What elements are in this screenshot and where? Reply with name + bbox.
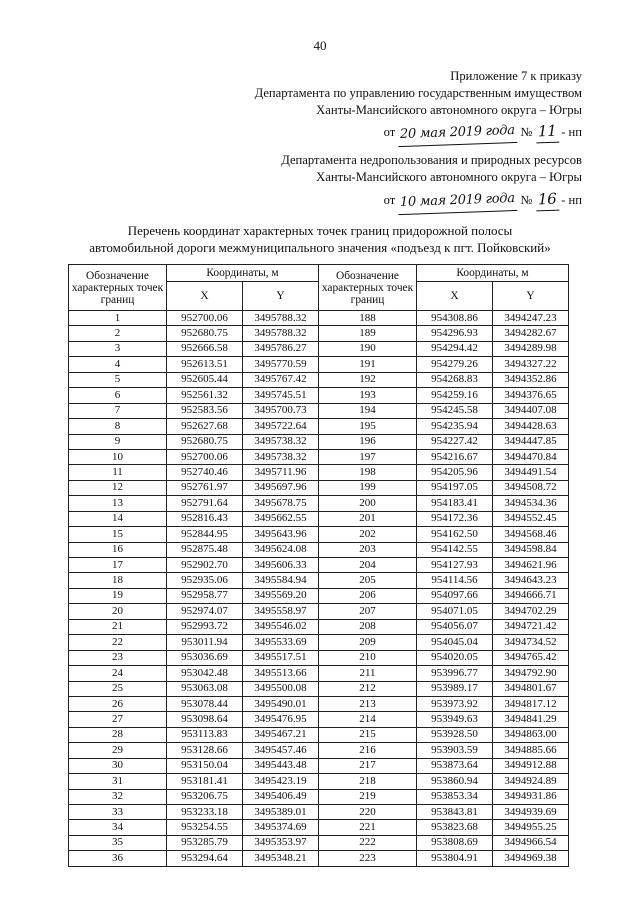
cell-y-right: 3494792.90 (493, 666, 569, 681)
table-row (69, 419, 569, 434)
cell-point-left: 13 (69, 496, 167, 511)
header-coords-right: Координаты, м (417, 265, 569, 282)
table-row (69, 774, 569, 789)
cell-x-right: 954045.04 (417, 635, 493, 650)
cell-x-left: 952561.32 (167, 388, 243, 403)
cell-point-right: 215 (319, 727, 417, 742)
cell-y-left: 3495546.02 (243, 619, 319, 634)
cell-point-right: 197 (319, 449, 417, 464)
cell-y-left: 3495700.73 (243, 403, 319, 418)
cell-y-left: 3495500.08 (243, 681, 319, 696)
cell-point-left: 16 (69, 542, 167, 557)
cell-x-left: 953113.83 (167, 727, 243, 742)
cell-point-left: 27 (69, 712, 167, 727)
cell-x-left: 952613.51 (167, 357, 243, 372)
cell-y-right: 3494327.22 (493, 357, 569, 372)
title-line-1: Перечень координат характерных точек границ придорожной полосы (127, 223, 513, 238)
cell-point-right: 212 (319, 681, 417, 696)
approval-signature-line-2 (182, 188, 582, 210)
cell-point-right: 202 (319, 527, 417, 542)
title-line-2: автомобильной дороги межмуниципального значения «подъезд к пгт. Пойковский» (89, 240, 551, 255)
cell-x-right: 954162.50 (417, 527, 493, 542)
cell-point-right: 203 (319, 542, 417, 557)
approval-line-3: Ханты-Мансийского автономного округа – Югры (316, 102, 582, 117)
cell-y-left: 3495353.97 (243, 835, 319, 850)
cell-y-left: 3495662.55 (243, 511, 319, 526)
cell-x-right: 954142.55 (417, 542, 493, 557)
cell-x-right: 953973.92 (417, 696, 493, 711)
cell-point-left: 11 (69, 465, 167, 480)
cell-x-left: 953078.44 (167, 696, 243, 711)
table-row (69, 403, 569, 418)
table-row (69, 650, 569, 665)
cell-y-right: 3494552.45 (493, 511, 569, 526)
cell-x-right: 954183.41 (417, 496, 493, 511)
cell-y-right: 3494969.38 (493, 851, 569, 866)
cell-point-right: 201 (319, 511, 417, 526)
cell-x-left: 953011.94 (167, 635, 243, 650)
cell-x-right: 953903.59 (417, 743, 493, 758)
cell-y-left: 3495467.21 (243, 727, 319, 742)
cell-point-left: 25 (69, 681, 167, 696)
cell-point-left: 12 (69, 480, 167, 495)
cell-y-left: 3495533.69 (243, 635, 319, 650)
table-row (69, 558, 569, 573)
cell-y-right: 3494376.65 (493, 388, 569, 403)
cell-y-right: 3494966.54 (493, 835, 569, 850)
cell-x-left: 952700.06 (167, 311, 243, 326)
cell-x-left: 952791.64 (167, 496, 243, 511)
cell-x-left: 952680.75 (167, 434, 243, 449)
table-row (69, 388, 569, 403)
coordinates-table-body (69, 311, 569, 867)
table-row (69, 666, 569, 681)
cell-point-right: 211 (319, 666, 417, 681)
cell-x-left: 952666.58 (167, 341, 243, 356)
cell-y-right: 3494470.84 (493, 449, 569, 464)
cell-y-left: 3495722.64 (243, 419, 319, 434)
table-row (69, 805, 569, 820)
cell-point-right: 209 (319, 635, 417, 650)
cell-x-left: 952816.43 (167, 511, 243, 526)
table-row (69, 357, 569, 372)
table-row (69, 573, 569, 588)
table-row (69, 496, 569, 511)
header-y-left: Y (243, 282, 319, 311)
cell-x-left: 953042.48 (167, 666, 243, 681)
cell-y-left: 3495786.27 (243, 341, 319, 356)
cell-point-right: 210 (319, 650, 417, 665)
cell-y-right: 3494282.67 (493, 326, 569, 341)
cell-y-left: 3495389.01 (243, 805, 319, 820)
cell-point-right: 194 (319, 403, 417, 418)
cell-y-right: 3494939.69 (493, 805, 569, 820)
cell-x-right: 954056.07 (417, 619, 493, 634)
cell-y-left: 3495423.19 (243, 774, 319, 789)
cell-point-right: 214 (319, 712, 417, 727)
cell-y-right: 3494817.12 (493, 696, 569, 711)
cell-x-left: 952844.95 (167, 527, 243, 542)
cell-x-right: 953996.77 (417, 666, 493, 681)
cell-x-left: 952875.48 (167, 542, 243, 557)
cell-y-right: 3494534.36 (493, 496, 569, 511)
cell-x-left: 952700.06 (167, 449, 243, 464)
cell-y-right: 3494931.86 (493, 789, 569, 804)
cell-point-left: 20 (69, 604, 167, 619)
cell-y-right: 3494447.85 (493, 434, 569, 449)
cell-y-left: 3495770.59 (243, 357, 319, 372)
cell-x-right: 953843.81 (417, 805, 493, 820)
cell-x-right: 953949.63 (417, 712, 493, 727)
sig1-suffix: - нп (561, 125, 582, 140)
cell-x-left: 953254.55 (167, 820, 243, 835)
cell-x-left: 953294.64 (167, 851, 243, 866)
sig2-prefix: от (383, 192, 396, 207)
cell-point-left: 36 (69, 851, 167, 866)
table-row (69, 588, 569, 603)
table-row (69, 465, 569, 480)
cell-x-right: 954216.67 (417, 449, 493, 464)
cell-x-right: 953873.64 (417, 758, 493, 773)
cell-x-left: 953150.04 (167, 758, 243, 773)
cell-point-left: 14 (69, 511, 167, 526)
cell-point-right: 207 (319, 604, 417, 619)
cell-x-left: 952680.75 (167, 326, 243, 341)
cell-x-left: 952761.97 (167, 480, 243, 495)
cell-point-right: 191 (319, 357, 417, 372)
cell-x-left: 952935.06 (167, 573, 243, 588)
cell-point-left: 9 (69, 434, 167, 449)
cell-y-right: 3494702.29 (493, 604, 569, 619)
table-row (69, 789, 569, 804)
cell-x-right: 953853.34 (417, 789, 493, 804)
cell-x-right: 954020.05 (417, 650, 493, 665)
table-row (69, 681, 569, 696)
cell-point-left: 28 (69, 727, 167, 742)
table-row (69, 696, 569, 711)
cell-y-right: 3494734.52 (493, 635, 569, 650)
cell-y-left: 3495443.48 (243, 758, 319, 773)
table-row (69, 449, 569, 464)
cell-y-left: 3495476.95 (243, 712, 319, 727)
cell-point-right: 188 (319, 311, 417, 326)
cell-y-left: 3495745.51 (243, 388, 319, 403)
header-x-right: X (417, 282, 493, 311)
cell-x-right: 953928.50 (417, 727, 493, 742)
cell-x-right: 953823.68 (417, 820, 493, 835)
cell-x-right: 954259.16 (417, 388, 493, 403)
cell-y-left: 3495788.32 (243, 311, 319, 326)
cell-point-right: 204 (319, 558, 417, 573)
cell-point-right: 216 (319, 743, 417, 758)
cell-x-left: 953233.18 (167, 805, 243, 820)
cell-y-left: 3495558.97 (243, 604, 319, 619)
cell-x-left: 953285.79 (167, 835, 243, 850)
cell-y-right: 3494666.71 (493, 588, 569, 603)
cell-y-right: 3494352.86 (493, 372, 569, 387)
cell-y-right: 3494885.66 (493, 743, 569, 758)
cell-point-left: 10 (69, 449, 167, 464)
table-row (69, 820, 569, 835)
cell-point-right: 198 (319, 465, 417, 480)
table-row (69, 480, 569, 495)
document-title (0, 222, 640, 256)
cell-y-left: 3495788.32 (243, 326, 319, 341)
cell-x-left: 952605.44 (167, 372, 243, 387)
table-row (69, 326, 569, 341)
cell-x-left: 952974.07 (167, 604, 243, 619)
cell-point-left: 19 (69, 588, 167, 603)
cell-y-right: 3494765.42 (493, 650, 569, 665)
header-point-left: Обозначение характерных точек границ (69, 265, 167, 311)
cell-point-left: 30 (69, 758, 167, 773)
approval-block (182, 68, 582, 210)
cell-y-right: 3494491.54 (493, 465, 569, 480)
cell-y-right: 3494407.08 (493, 403, 569, 418)
cell-point-right: 218 (319, 774, 417, 789)
cell-x-right: 954127.93 (417, 558, 493, 573)
cell-x-left: 953098.64 (167, 712, 243, 727)
cell-x-right: 953860.94 (417, 774, 493, 789)
cell-x-right: 953989.17 (417, 681, 493, 696)
table-row (69, 758, 569, 773)
cell-point-left: 8 (69, 419, 167, 434)
cell-y-left: 3495584.94 (243, 573, 319, 588)
cell-point-right: 217 (319, 758, 417, 773)
cell-y-right: 3494289.98 (493, 341, 569, 356)
cell-x-left: 953036.69 (167, 650, 243, 665)
cell-point-left: 23 (69, 650, 167, 665)
cell-x-left: 952627.68 (167, 419, 243, 434)
cell-point-right: 193 (319, 388, 417, 403)
cell-x-right: 954227.42 (417, 434, 493, 449)
cell-point-left: 15 (69, 527, 167, 542)
approval-line-2: Департамента по управлению государственным имуществом (254, 85, 582, 100)
sig2-suffix: - нп (561, 192, 582, 207)
approval-line-4: Департамента недропользования и природных ресурсов (281, 153, 582, 168)
cell-point-left: 22 (69, 635, 167, 650)
cell-x-right: 954268.83 (417, 372, 493, 387)
cell-x-right: 954296.93 (417, 326, 493, 341)
cell-y-left: 3495348.21 (243, 851, 319, 866)
table-row (69, 635, 569, 650)
cell-y-left: 3495767.42 (243, 372, 319, 387)
cell-y-left: 3495606.33 (243, 558, 319, 573)
cell-y-right: 3494508.72 (493, 480, 569, 495)
approval-signature-line-1 (182, 120, 582, 142)
cell-y-left: 3495624.08 (243, 542, 319, 557)
cell-y-right: 3494863.00 (493, 727, 569, 742)
cell-point-right: 223 (319, 851, 417, 866)
cell-point-right: 196 (319, 434, 417, 449)
cell-x-right: 954205.96 (417, 465, 493, 480)
cell-y-left: 3495678.75 (243, 496, 319, 511)
cell-x-left: 953063.08 (167, 681, 243, 696)
cell-point-right: 221 (319, 820, 417, 835)
cell-y-left: 3495569.20 (243, 588, 319, 603)
header-y-right: Y (493, 282, 569, 311)
sig1-number-sign: № (520, 125, 533, 140)
cell-y-left: 3495517.51 (243, 650, 319, 665)
coordinates-table (68, 264, 569, 867)
table-row (69, 511, 569, 526)
cell-y-right: 3494955.25 (493, 820, 569, 835)
cell-y-left: 3495738.32 (243, 449, 319, 464)
cell-point-left: 3 (69, 341, 167, 356)
cell-point-right: 206 (319, 588, 417, 603)
cell-x-right: 954172.36 (417, 511, 493, 526)
cell-x-right: 954114.56 (417, 573, 493, 588)
cell-x-right: 954245.58 (417, 403, 493, 418)
sig2-handwritten-number: 16 (535, 188, 558, 212)
header-coords-left: Координаты, м (167, 265, 319, 282)
cell-x-left: 953181.41 (167, 774, 243, 789)
cell-y-right: 3494841.29 (493, 712, 569, 727)
cell-point-left: 34 (69, 820, 167, 835)
cell-point-right: 213 (319, 696, 417, 711)
table-row (69, 835, 569, 850)
cell-point-left: 35 (69, 835, 167, 850)
cell-y-right: 3494568.46 (493, 527, 569, 542)
cell-point-left: 6 (69, 388, 167, 403)
cell-point-right: 200 (319, 496, 417, 511)
table-row (69, 311, 569, 326)
cell-point-left: 7 (69, 403, 167, 418)
cell-y-right: 3494247.23 (493, 311, 569, 326)
cell-x-right: 954279.26 (417, 357, 493, 372)
cell-y-right: 3494598.84 (493, 542, 569, 557)
header-point-right: Обозначение характерных точек границ (319, 265, 417, 311)
cell-x-right: 954097.66 (417, 588, 493, 603)
sig1-prefix: от (383, 125, 396, 140)
table-row (69, 542, 569, 557)
cell-point-left: 31 (69, 774, 167, 789)
cell-point-right: 222 (319, 835, 417, 850)
approval-line-1: Приложение 7 к приказу (450, 69, 582, 83)
cell-y-left: 3495513.66 (243, 666, 319, 681)
cell-point-right: 195 (319, 419, 417, 434)
cell-y-left: 3495374.69 (243, 820, 319, 835)
approval-line-5: Ханты-Мансийского автономного округа – Югры (316, 170, 582, 185)
cell-y-right: 3494924.89 (493, 774, 569, 789)
cell-point-right: 220 (319, 805, 417, 820)
cell-x-right: 954071.05 (417, 604, 493, 619)
cell-y-left: 3495738.32 (243, 434, 319, 449)
cell-point-right: 189 (319, 326, 417, 341)
table-row (69, 619, 569, 634)
cell-point-right: 192 (319, 372, 417, 387)
table-row (69, 372, 569, 387)
cell-point-left: 33 (69, 805, 167, 820)
cell-point-left: 18 (69, 573, 167, 588)
table-row (69, 434, 569, 449)
cell-x-left: 953128.66 (167, 743, 243, 758)
table-row (69, 727, 569, 742)
cell-x-left: 952958.77 (167, 588, 243, 603)
cell-x-right: 953804.91 (417, 851, 493, 866)
cell-point-right: 190 (319, 341, 417, 356)
sig1-handwritten-number: 11 (535, 120, 558, 144)
cell-y-right: 3494912.88 (493, 758, 569, 773)
table-row (69, 743, 569, 758)
cell-point-left: 24 (69, 666, 167, 681)
cell-point-right: 199 (319, 480, 417, 495)
cell-y-left: 3495697.96 (243, 480, 319, 495)
cell-x-right: 954294.42 (417, 341, 493, 356)
cell-x-left: 952993.72 (167, 619, 243, 634)
table-row (69, 527, 569, 542)
cell-y-left: 3495643.96 (243, 527, 319, 542)
cell-point-left: 32 (69, 789, 167, 804)
cell-point-left: 17 (69, 558, 167, 573)
cell-point-right: 219 (319, 789, 417, 804)
cell-point-left: 2 (69, 326, 167, 341)
cell-x-right: 954235.94 (417, 419, 493, 434)
cell-point-left: 4 (69, 357, 167, 372)
cell-x-left: 953206.75 (167, 789, 243, 804)
cell-x-left: 952583.56 (167, 403, 243, 418)
cell-point-left: 5 (69, 372, 167, 387)
cell-x-right: 954197.05 (417, 480, 493, 495)
cell-point-right: 208 (319, 619, 417, 634)
cell-y-right: 3494643.23 (493, 573, 569, 588)
table-row (69, 604, 569, 619)
header-x-left: X (167, 282, 243, 311)
cell-x-left: 952740.46 (167, 465, 243, 480)
cell-y-right: 3494621.96 (493, 558, 569, 573)
cell-y-right: 3494428.63 (493, 419, 569, 434)
sig2-handwritten-date: 10 мая 2019 года (398, 188, 517, 215)
cell-y-left: 3495406.49 (243, 789, 319, 804)
cell-x-left: 952902.70 (167, 558, 243, 573)
cell-point-left: 1 (69, 311, 167, 326)
table-row (69, 712, 569, 727)
cell-x-right: 954308.86 (417, 311, 493, 326)
sig1-handwritten-date: 20 мая 2019 года (398, 120, 517, 147)
cell-y-right: 3494721.42 (493, 619, 569, 634)
page-number: 40 (313, 38, 327, 53)
cell-point-right: 205 (319, 573, 417, 588)
cell-y-left: 3495711.96 (243, 465, 319, 480)
cell-point-left: 21 (69, 619, 167, 634)
cell-x-right: 953808.69 (417, 835, 493, 850)
cell-y-left: 3495490.01 (243, 696, 319, 711)
sig2-number-sign: № (520, 192, 533, 207)
cell-point-left: 29 (69, 743, 167, 758)
table-row (69, 851, 569, 866)
table-row (69, 341, 569, 356)
cell-y-right: 3494801.67 (493, 681, 569, 696)
cell-point-left: 26 (69, 696, 167, 711)
cell-y-left: 3495457.46 (243, 743, 319, 758)
